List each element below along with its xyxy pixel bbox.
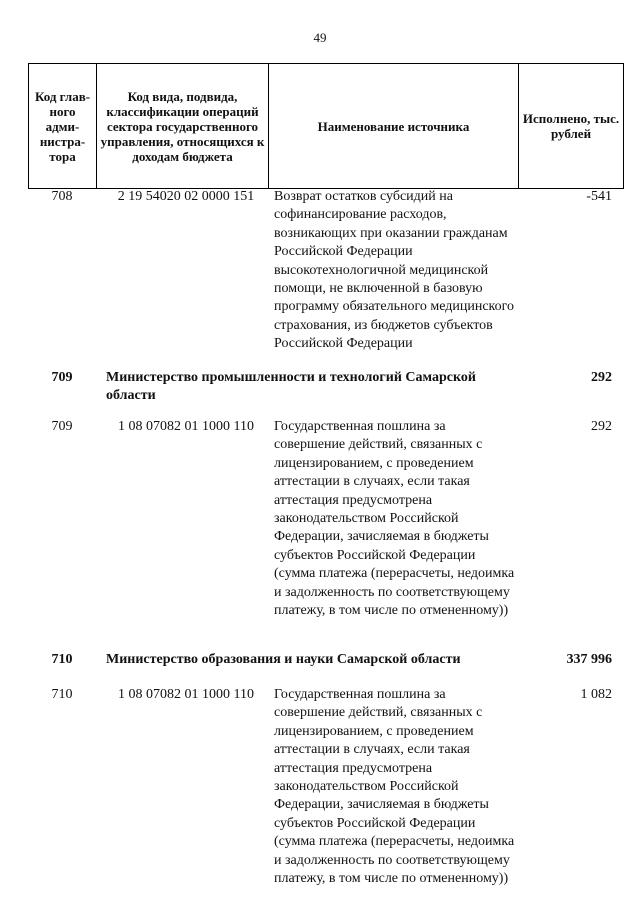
source-name: Возврат остатков субсидий на софинансирование расходов, возникающих при оказании гражданам Российской Федерации высокотехнологичной медицинской помощи, не включенной в базовую программу обязательного медицинского страхования, из бюджетов субъектов Российской Федерации (274, 189, 515, 352)
amount: -541 (586, 189, 612, 204)
group-name: Министерство промышленности и технологий Самарской области (106, 370, 476, 404)
group-name: Министерство образования и науки Самарской области (106, 652, 461, 667)
header-source-name: Наименование источника (269, 64, 519, 189)
classification-code: 2 19 54020 02 0000 151 (117, 189, 255, 204)
classification-code: 1 08 07082 01 1000 110 (118, 419, 254, 434)
header-executed-amount: Исполнено, тыс. рублей (519, 64, 624, 189)
admin-code: 709 (51, 419, 73, 434)
group-amount: 292 (591, 370, 612, 385)
source-name: Государственная пошлина за совершение действий, связанных с лицензированием, с проведением аттестации в случаях, если такая аттестация предусмотрена законодательством Российской Федерации, зачисляемая в бюджеты субъектов Российской Федерации (сумма платежа (перерасчеты, недоимка и задолженность по соответствующему платежу, в том числе по отмененному)) (274, 419, 515, 619)
admin-code: 708 (51, 189, 73, 204)
amount: 292 (591, 419, 612, 434)
page-number: 49 (313, 30, 327, 45)
group-admin-code: 709 (51, 370, 73, 385)
group-amount: 337 996 (566, 652, 612, 667)
header-classification-code: Код вида, подвида, классификации операций сектора государственного управления, относящихся к доходам бюджета (97, 64, 269, 189)
header-admin-code: Код глав-ного адми-нистра-тора (29, 64, 97, 189)
amount: 1 082 (580, 687, 612, 702)
classification-code: 1 08 07082 01 1000 110 (118, 687, 254, 702)
source-name: Государственная пошлина за совершение действий, связанных с лицензированием, с проведением аттестации в случаях, если такая аттестация предусмотрена законодательством Российской Федерации, зачисляемая в бюджеты субъектов Российской Федерации (сумма платежа (перерасчеты, недоимка и задолженность по соответствующему платежу, в том числе по отмененному)) (274, 687, 515, 887)
group-admin-code: 710 (51, 652, 73, 667)
admin-code: 710 (51, 687, 73, 702)
table-header (28, 63, 624, 189)
